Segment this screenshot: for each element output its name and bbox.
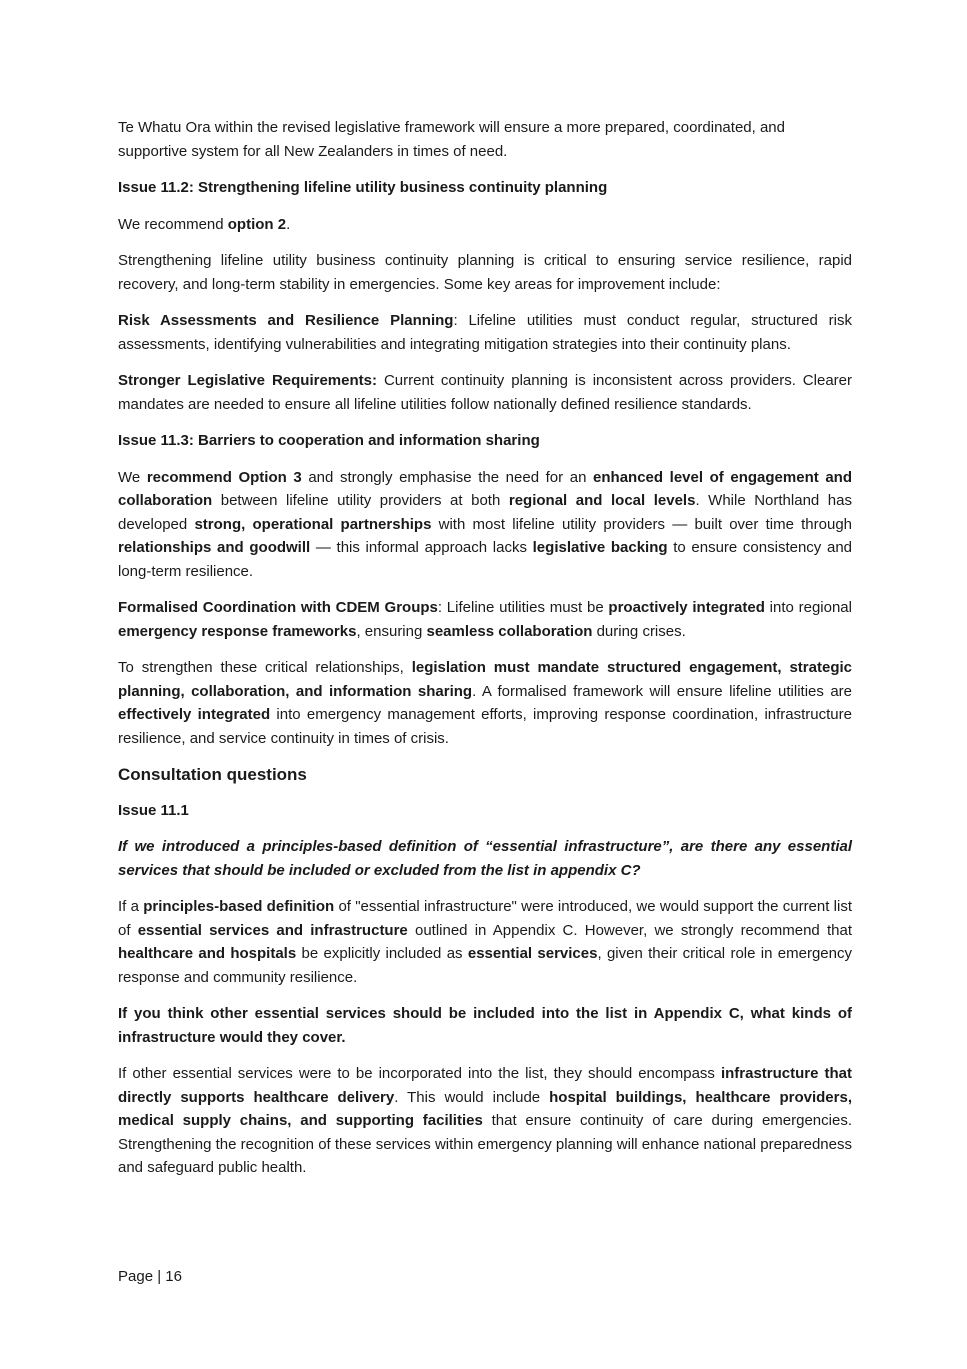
bold-text: infrastructure that directly supports healthcare delivery: [118, 1065, 852, 1106]
bold-text: emergency response frameworks: [118, 622, 357, 640]
stronger-legislative-paragraph: [118, 369, 852, 416]
text: To strengthen these critical relationships,: [118, 659, 412, 676]
consultation-questions-heading: Consultation questions: [118, 765, 307, 784]
strengthen-relationships-paragraph: [118, 656, 852, 750]
recommend-option-2: [118, 213, 852, 237]
text: : Lifeline utilities must conduct regular, structured risk assessments, identifying vulnerabilities and integrating mitigation strategies into their continuity plans.: [118, 312, 852, 353]
text: We: [118, 468, 147, 486]
recommend-option-3-paragraph: [118, 466, 852, 584]
bold-text: proactively integrated: [608, 599, 765, 616]
risk-assessments-paragraph: [118, 309, 852, 356]
bold-text: essential services: [467, 945, 598, 962]
bold-text: regional and local levels: [508, 492, 696, 509]
bold-text: effectively integrated: [118, 706, 271, 723]
issue-11-2-heading: Issue 11.2: Strengthening lifeline utility business continuity planning: [118, 179, 608, 196]
text: .: [286, 215, 291, 233]
answer-other-services: [118, 1062, 852, 1180]
bold-text: principles-based definition: [143, 898, 335, 915]
text: We recommend: [118, 215, 228, 233]
text: , ensuring: [356, 622, 427, 640]
text: Current continuity planning is inconsistent across providers. Clearer mandates are needed to ensure all lifeline utilities follow nationally defined resilience standards.: [118, 372, 852, 413]
text: into regional: [764, 599, 852, 616]
text: . While Northland has developed: [118, 492, 852, 533]
bold-text: healthcare and hospitals: [118, 945, 297, 962]
text: and strongly emphasise the need for an: [301, 468, 594, 486]
bold-text: seamless collaboration: [426, 622, 593, 640]
text: If a: [118, 898, 144, 915]
bold-text: Risk Assessments and Resilience Planning: [118, 312, 454, 329]
page-number: Page | 16: [118, 1268, 182, 1285]
text: during crises.: [592, 622, 686, 640]
text: : Lifeline utilities must be: [437, 599, 609, 616]
text: be explicitly included as: [296, 945, 468, 962]
text: that ensure continuity of care during emergencies. Strengthening the recognition of these services within emergency planning will enhance national preparedness and safeguard public health.: [118, 1112, 852, 1176]
text: , given their critical role in emergency response and community resilience.: [118, 945, 852, 986]
text: . This would include: [394, 1088, 550, 1106]
bold-text: enhanced level of engagement and collaboration: [118, 468, 852, 509]
document-page: [118, 116, 852, 1193]
intro-paragraph: Te Whatu Ora within the revised legislative framework will ensure a more prepared, coordinated, and supportive system for all New Zealanders in times of need.: [118, 119, 785, 160]
bold-text: essential services and infrastructure: [137, 921, 408, 939]
formalised-coordination-paragraph: [118, 596, 852, 643]
question-essential-infrastructure: If we introduced a principles-based definition of “essential infrastructure”, are there any essential services that should be included or excluded from the list in appendix C?: [118, 838, 852, 879]
bold-text: option 2: [227, 215, 287, 233]
question-other-services: If you think other essential services should be included into the list in Appendix C, what kinds of infrastructure would they cover.: [118, 1005, 852, 1046]
text: between lifeline utility providers at both: [212, 492, 509, 509]
bold-text: recommend Option 3: [146, 468, 302, 486]
strengthening-paragraph: Strengthening lifeline utility business continuity planning is critical to ensuring service resilience, rapid recovery, and long-term stability in emergencies. Some key areas for improvement include:: [118, 252, 852, 293]
bold-text: Stronger Legislative Requirements:: [118, 372, 377, 389]
bold-text: hospital buildings, healthcare providers, medical supply chains, and supporting facilities: [118, 1088, 852, 1129]
text: into emergency management efforts, improving response coordination, infrastructure resilience, and service continuity in times of crisis.: [118, 706, 852, 747]
issue-11-1-heading: Issue 11.1: [118, 801, 189, 819]
bold-text: legislative backing: [532, 539, 668, 556]
text: If other essential services were to be incorporated into the list, they should encompass: [118, 1065, 721, 1082]
bold-text: strong, operational partnerships: [194, 515, 432, 533]
text: — this informal approach lacks: [310, 539, 533, 556]
text: of "essential infrastructure" were introduced, we would support the current list of: [118, 898, 853, 939]
text: outlined in Appendix C. However, we strongly recommend that: [407, 921, 852, 939]
text: with most lifeline utility providers — built over time through: [431, 515, 853, 533]
bold-text: legislation must mandate structured engagement, strategic planning, collaboration, and information sharing: [118, 659, 852, 700]
issue-11-3-heading: Issue 11.3: Barriers to cooperation and information sharing: [118, 432, 540, 449]
answer-essential-infrastructure: [118, 895, 852, 989]
bold-text: Formalised Coordination with CDEM Groups: [118, 599, 438, 616]
text: to ensure consistency and long-term resilience.: [118, 539, 853, 580]
bold-text: relationships and goodwill: [118, 539, 311, 556]
text: . A formalised framework will ensure lifeline utilities are: [472, 682, 853, 700]
